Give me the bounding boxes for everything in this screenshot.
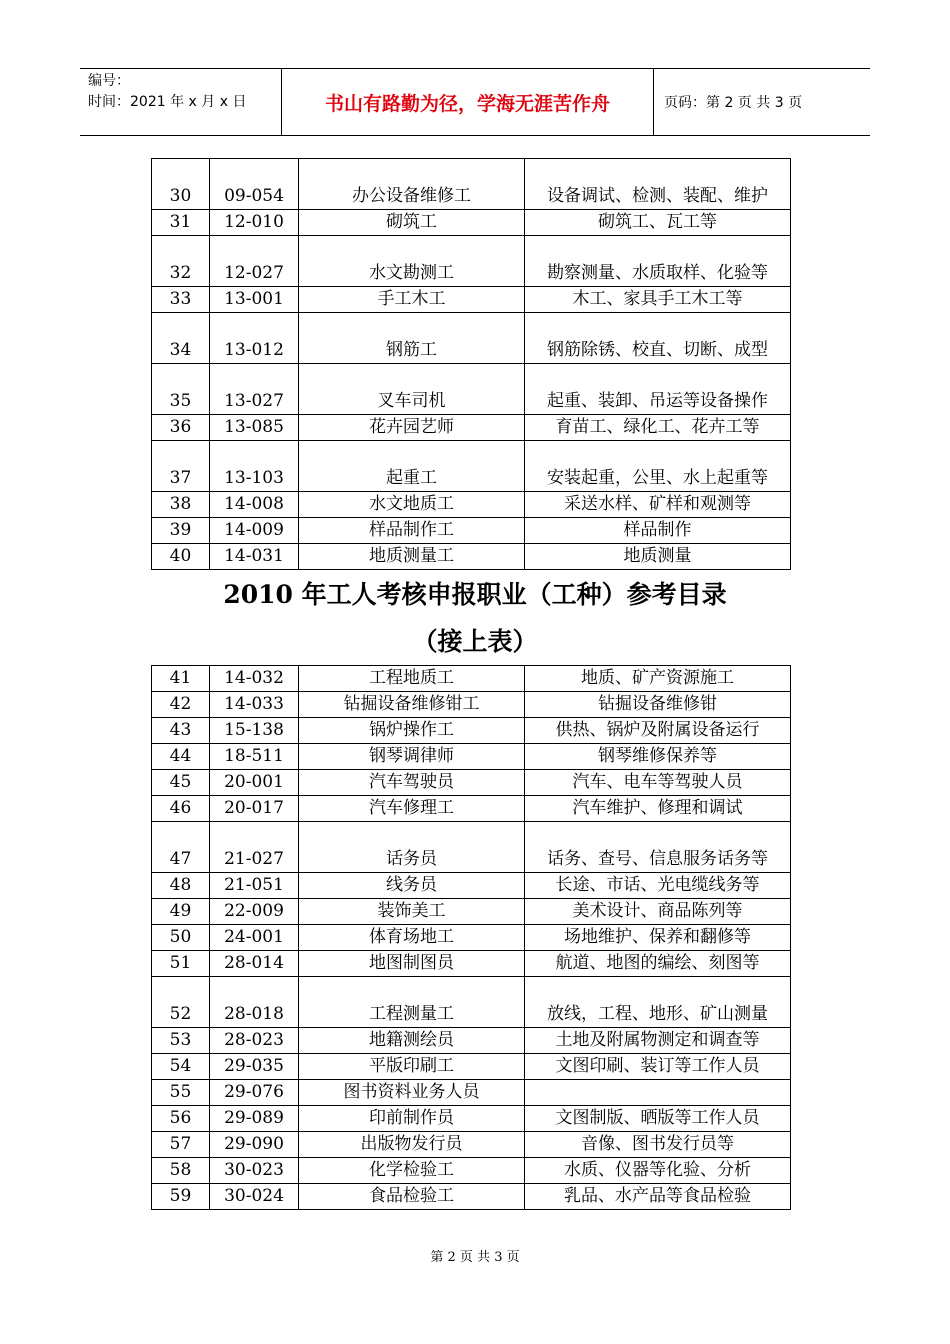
cell-occupation: 汽车修理工 bbox=[299, 796, 525, 822]
cell-code: 12-010 bbox=[210, 210, 299, 236]
cell-code: 14-031 bbox=[210, 544, 299, 570]
cell-code: 14-032 bbox=[210, 666, 299, 692]
table-row bbox=[152, 159, 791, 210]
table-row bbox=[152, 873, 791, 899]
cell-description: 样品制作 bbox=[525, 518, 791, 544]
cell-number: 47 bbox=[152, 822, 210, 873]
header-motto bbox=[282, 69, 654, 135]
cell-code: 18-511 bbox=[210, 744, 299, 770]
cell-code: 30-024 bbox=[210, 1184, 299, 1210]
cell-code: 28-023 bbox=[210, 1028, 299, 1054]
table-row bbox=[152, 692, 791, 718]
table-row bbox=[152, 899, 791, 925]
cell-number: 53 bbox=[152, 1028, 210, 1054]
cell-number: 30 bbox=[152, 159, 210, 210]
cell-occupation: 水文地质工 bbox=[299, 492, 525, 518]
cell-number: 52 bbox=[152, 977, 210, 1028]
cell-occupation: 钻掘设备维修钳工 bbox=[299, 692, 525, 718]
table-row bbox=[152, 544, 791, 570]
cell-occupation: 办公设备维修工 bbox=[299, 159, 525, 210]
table-row bbox=[152, 822, 791, 873]
cell-description bbox=[525, 1080, 791, 1106]
cell-number: 48 bbox=[152, 873, 210, 899]
cell-code: 28-014 bbox=[210, 951, 299, 977]
cell-number: 50 bbox=[152, 925, 210, 951]
cell-code: 20-017 bbox=[210, 796, 299, 822]
table-row bbox=[152, 796, 791, 822]
table-row bbox=[152, 977, 791, 1028]
cell-occupation: 化学检验工 bbox=[299, 1158, 525, 1184]
cell-description: 安装起重，公里、水上起重等 bbox=[525, 441, 791, 492]
cell-code: 28-018 bbox=[210, 977, 299, 1028]
cell-number: 40 bbox=[152, 544, 210, 570]
cell-description: 钢筋除锈、校直、切断、成型 bbox=[525, 313, 791, 364]
cell-description: 文图制版、晒版等工作人员 bbox=[525, 1106, 791, 1132]
page-footer: 第 2 页 共 3 页 bbox=[430, 1250, 520, 1265]
cell-code: 30-023 bbox=[210, 1158, 299, 1184]
cell-code: 14-009 bbox=[210, 518, 299, 544]
cell-number: 35 bbox=[152, 364, 210, 415]
cell-code: 14-033 bbox=[210, 692, 299, 718]
cell-occupation: 图书资料业务人员 bbox=[299, 1080, 525, 1106]
cell-number: 55 bbox=[152, 1080, 210, 1106]
cell-number: 39 bbox=[152, 518, 210, 544]
section-title: 2010 年工人考核申报职业（工种）参考目录 bbox=[223, 580, 727, 609]
cell-occupation: 地图制图员 bbox=[299, 951, 525, 977]
cell-code: 09-054 bbox=[210, 159, 299, 210]
cell-number: 45 bbox=[152, 770, 210, 796]
cell-occupation: 话务员 bbox=[299, 822, 525, 873]
cell-code: 29-035 bbox=[210, 1054, 299, 1080]
cell-description: 起重、装卸、吊运等设备操作 bbox=[525, 364, 791, 415]
table-row bbox=[152, 236, 791, 287]
cell-code: 29-090 bbox=[210, 1132, 299, 1158]
table-row bbox=[152, 1028, 791, 1054]
table-row bbox=[152, 441, 791, 492]
cell-occupation: 印前制作员 bbox=[299, 1106, 525, 1132]
cell-code: 15-138 bbox=[210, 718, 299, 744]
table-row bbox=[152, 744, 791, 770]
cell-description: 美术设计、商品陈列等 bbox=[525, 899, 791, 925]
cell-occupation: 地籍测绘员 bbox=[299, 1028, 525, 1054]
cell-occupation: 线务员 bbox=[299, 873, 525, 899]
number-label: 编号： bbox=[88, 73, 130, 89]
cell-number: 58 bbox=[152, 1158, 210, 1184]
cell-description: 汽车维护、修理和调试 bbox=[525, 796, 791, 822]
cell-number: 36 bbox=[152, 415, 210, 441]
cell-number: 34 bbox=[152, 313, 210, 364]
cell-number: 38 bbox=[152, 492, 210, 518]
cell-number: 54 bbox=[152, 1054, 210, 1080]
cell-description: 乳品、水产品等食品检验 bbox=[525, 1184, 791, 1210]
cell-number: 43 bbox=[152, 718, 210, 744]
time-label: 时间：2021 年 x 月 x 日 bbox=[88, 94, 247, 110]
table-row bbox=[152, 415, 791, 441]
table-row bbox=[152, 770, 791, 796]
cell-occupation: 钢筋工 bbox=[299, 313, 525, 364]
table-row bbox=[152, 666, 791, 692]
table-row bbox=[152, 925, 791, 951]
cell-description: 文图印刷、装订等工作人员 bbox=[525, 1054, 791, 1080]
motto-text: 书山有路勤为径，学海无涯苦作舟 bbox=[324, 92, 610, 115]
cell-number: 51 bbox=[152, 951, 210, 977]
cell-description: 放线，工程、地形、矿山测量 bbox=[525, 977, 791, 1028]
cell-occupation: 叉车司机 bbox=[299, 364, 525, 415]
occupation-table-1 bbox=[151, 158, 791, 570]
table-row bbox=[152, 313, 791, 364]
cell-number: 44 bbox=[152, 744, 210, 770]
cell-description: 长途、市话、光电缆线务等 bbox=[525, 873, 791, 899]
cell-description: 航道、地图的编绘、刻图等 bbox=[525, 951, 791, 977]
page-label: 页码：第 2 页 共 3 页 bbox=[664, 95, 803, 111]
cell-description: 音像、图书发行员等 bbox=[525, 1132, 791, 1158]
cell-occupation: 手工木工 bbox=[299, 287, 525, 313]
cell-description: 育苗工、绿化工、花卉工等 bbox=[525, 415, 791, 441]
cell-code: 29-089 bbox=[210, 1106, 299, 1132]
cell-occupation: 起重工 bbox=[299, 441, 525, 492]
cell-description: 土地及附属物测定和调查等 bbox=[525, 1028, 791, 1054]
cell-number: 37 bbox=[152, 441, 210, 492]
cell-description: 水质、仪器等化验、分析 bbox=[525, 1158, 791, 1184]
cell-number: 59 bbox=[152, 1184, 210, 1210]
table-row bbox=[152, 492, 791, 518]
table-row bbox=[152, 287, 791, 313]
cell-code: 13-012 bbox=[210, 313, 299, 364]
cell-number: 41 bbox=[152, 666, 210, 692]
cell-code: 20-001 bbox=[210, 770, 299, 796]
table-row bbox=[152, 210, 791, 236]
cell-occupation: 样品制作工 bbox=[299, 518, 525, 544]
cell-occupation: 地质测量工 bbox=[299, 544, 525, 570]
cell-occupation: 装饰美工 bbox=[299, 899, 525, 925]
cell-occupation: 汽车驾驶员 bbox=[299, 770, 525, 796]
table-row bbox=[152, 718, 791, 744]
cell-number: 31 bbox=[152, 210, 210, 236]
table-row bbox=[152, 518, 791, 544]
cell-number: 56 bbox=[152, 1106, 210, 1132]
table-row bbox=[152, 951, 791, 977]
cell-code: 13-103 bbox=[210, 441, 299, 492]
cell-description: 场地维护、保养和翻修等 bbox=[525, 925, 791, 951]
cell-number: 33 bbox=[152, 287, 210, 313]
cell-description: 供热、锅炉及附属设备运行 bbox=[525, 718, 791, 744]
cell-number: 49 bbox=[152, 899, 210, 925]
table-row bbox=[152, 1054, 791, 1080]
cell-code: 12-027 bbox=[210, 236, 299, 287]
cell-code: 24-001 bbox=[210, 925, 299, 951]
cell-occupation: 砌筑工 bbox=[299, 210, 525, 236]
cell-number: 42 bbox=[152, 692, 210, 718]
cell-number: 32 bbox=[152, 236, 210, 287]
cell-code: 22-009 bbox=[210, 899, 299, 925]
cell-description: 勘察测量、水质取样、化验等 bbox=[525, 236, 791, 287]
cell-occupation: 钢琴调律师 bbox=[299, 744, 525, 770]
cell-code: 13-085 bbox=[210, 415, 299, 441]
cell-occupation: 食品检验工 bbox=[299, 1184, 525, 1210]
table-row bbox=[152, 364, 791, 415]
cell-description: 钻掘设备维修钳 bbox=[525, 692, 791, 718]
header-page bbox=[654, 69, 870, 135]
cell-description: 地质、矿产资源施工 bbox=[525, 666, 791, 692]
cell-occupation: 工程地质工 bbox=[299, 666, 525, 692]
table-row bbox=[152, 1080, 791, 1106]
cell-code: 21-051 bbox=[210, 873, 299, 899]
cell-occupation: 花卉园艺师 bbox=[299, 415, 525, 441]
cell-description: 设备调试、检测、装配、维护 bbox=[525, 159, 791, 210]
page-header bbox=[80, 68, 870, 136]
header-meta bbox=[80, 69, 282, 135]
cell-code: 13-001 bbox=[210, 287, 299, 313]
cell-description: 采送水样、矿样和观测等 bbox=[525, 492, 791, 518]
occupation-table-2 bbox=[151, 665, 791, 1210]
cell-description: 汽车、电车等驾驶人员 bbox=[525, 770, 791, 796]
cell-number: 57 bbox=[152, 1132, 210, 1158]
cell-occupation: 锅炉操作工 bbox=[299, 718, 525, 744]
cell-occupation: 工程测量工 bbox=[299, 977, 525, 1028]
cell-occupation: 体育场地工 bbox=[299, 925, 525, 951]
cell-code: 29-076 bbox=[210, 1080, 299, 1106]
cell-description: 钢琴维修保养等 bbox=[525, 744, 791, 770]
cell-description: 木工、家具手工木工等 bbox=[525, 287, 791, 313]
table-row bbox=[152, 1158, 791, 1184]
cell-description: 话务、查号、信息服务话务等 bbox=[525, 822, 791, 873]
table-row bbox=[152, 1132, 791, 1158]
table-row bbox=[152, 1106, 791, 1132]
cell-number: 46 bbox=[152, 796, 210, 822]
cell-code: 21-027 bbox=[210, 822, 299, 873]
cell-occupation: 平版印刷工 bbox=[299, 1054, 525, 1080]
cell-code: 13-027 bbox=[210, 364, 299, 415]
cell-code: 14-008 bbox=[210, 492, 299, 518]
cell-occupation: 出版物发行员 bbox=[299, 1132, 525, 1158]
table-row bbox=[152, 1184, 791, 1210]
cell-description: 地质测量 bbox=[525, 544, 791, 570]
section-subtitle: （接上表） bbox=[412, 627, 538, 656]
cell-occupation: 水文勘测工 bbox=[299, 236, 525, 287]
cell-description: 砌筑工、瓦工等 bbox=[525, 210, 791, 236]
